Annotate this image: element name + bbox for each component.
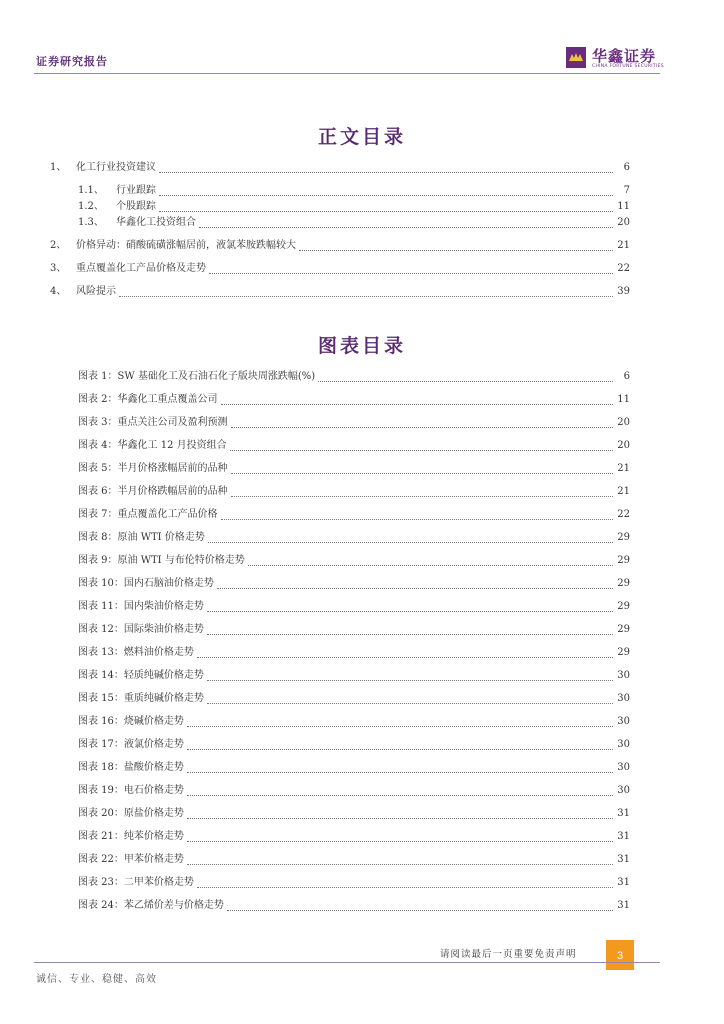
toc-leader-dots [227,910,613,911]
toc-row[interactable] [78,438,630,454]
toc-page-number: 21 [617,486,630,497]
toc-leader-dots [230,450,613,451]
toc-text: 图表 17：液氯价格走势 [78,739,184,750]
toc-page-number: 6 [623,162,630,173]
toc-row[interactable] [50,284,630,300]
toc-leader-dots [299,250,613,251]
toc-text: 图表 18：盐酸价格走势 [78,762,184,773]
toc-page-number: 29 [617,624,630,635]
toc-text: 化工行业投资建议 [76,162,156,173]
toc-row[interactable] [78,369,630,385]
toc-leader-dots [159,195,613,196]
toc-row[interactable] [78,530,630,546]
toc-row[interactable] [78,852,630,868]
toc-text: 图表 13：燃料油价格走势 [78,647,194,658]
toc-row[interactable] [78,714,630,730]
toc-row[interactable] [50,238,630,254]
toc-number: 2、 [50,240,67,251]
toc-number: 1.3、 [78,217,104,228]
toc-text: 图表 20：原盐价格走势 [78,808,184,819]
toc-row[interactable] [78,622,630,638]
toc-leader-dots [207,703,613,704]
toc-row[interactable] [78,415,630,431]
toc-leader-dots [199,227,613,228]
toc-leader-dots [119,296,613,297]
toc-leader-dots [221,519,613,520]
toc-text: 价格异动：硝酸硫磺涨幅居前，液氯苯胺跌幅较大 [76,240,296,251]
toc-row[interactable] [78,183,630,199]
toc-page-number: 7 [623,185,630,196]
toc-row[interactable] [78,645,630,661]
report-header-title: 证券研究报告 [36,55,108,68]
toc-page-number: 39 [617,286,630,297]
toc-text: 图表 22：甲苯价格走势 [78,854,184,865]
toc-row[interactable] [78,760,630,776]
toc-leader-dots [159,211,613,212]
logo-cn-text: 华鑫证券 [592,47,657,65]
toc-number: 1.1、 [78,185,104,196]
toc-leader-dots [209,273,613,274]
toc-text: 行业跟踪 [116,185,156,196]
footer-divider [34,962,660,963]
toc-text: 图表 14：轻质纯碱价格走势 [78,670,204,681]
toc-text: 图表 23：二甲苯价格走势 [78,877,194,888]
toc-text: 图表 19：电石价格走势 [78,785,184,796]
toc-leader-dots [187,726,613,727]
toc-text: 图表 16：烧碱价格走势 [78,716,184,727]
toc-text: 图表 6：半月价格跌幅居前的品种 [78,486,228,497]
toc-page-number: 29 [617,647,630,658]
toc-row[interactable] [78,691,630,707]
toc-page-number: 11 [617,201,630,212]
toc-row[interactable] [78,829,630,845]
toc-text: 华鑫化工投资组合 [116,217,196,228]
toc-page-number: 20 [617,417,630,428]
toc-page-number: 30 [617,693,630,704]
toc-page-number: 31 [617,808,630,819]
toc-row[interactable] [78,599,630,615]
toc-page-number: 29 [617,555,630,566]
toc-page-number: 29 [617,601,630,612]
toc-leader-dots [231,496,613,497]
toc-leader-dots [248,565,613,566]
toc-page-number: 20 [617,440,630,451]
toc-page-number: 22 [617,509,630,520]
toc-page-number: 29 [617,578,630,589]
main-toc-title: 正文目录 [317,126,406,148]
toc-text: 图表 4：华鑫化工 12 月投资组合 [78,440,227,451]
toc-text: 图表 12：国际柴油价格走势 [78,624,204,635]
toc-text: 图表 2：华鑫化工重点覆盖公司 [78,394,218,405]
toc-leader-dots [187,749,613,750]
toc-leader-dots [187,772,613,773]
toc-page-number: 31 [617,900,630,911]
toc-leader-dots [197,657,613,658]
toc-leader-dots [231,473,613,474]
toc-row[interactable] [78,461,630,477]
toc-row[interactable] [78,668,630,684]
toc-page-number: 30 [617,762,630,773]
logo-mark-icon [566,47,586,68]
figure-toc-title: 图表目录 [317,335,406,357]
toc-row[interactable] [78,806,630,822]
toc-row[interactable] [78,507,630,523]
toc-page-number: 30 [617,739,630,750]
toc-text: 图表 8：原油 WTI 价格走势 [78,532,205,543]
page-number-badge: 3 [606,940,634,970]
toc-text: 图表 5：半月价格涨幅居前的品种 [78,463,228,474]
toc-page-number: 31 [617,877,630,888]
toc-page-number: 30 [617,716,630,727]
footer-motto: 诚信、专业、稳健、高效 [36,974,157,985]
toc-text: 图表 15：重质纯碱价格走势 [78,693,204,704]
toc-text: 风险提示 [76,286,116,297]
toc-leader-dots [187,841,613,842]
toc-leader-dots [221,404,613,405]
toc-page-number: 21 [617,240,630,251]
toc-row[interactable] [78,199,630,215]
toc-text: 图表 24：苯乙烯价差与价格走势 [78,900,224,911]
toc-leader-dots [197,887,613,888]
toc-row[interactable] [78,783,630,799]
header-divider [34,73,660,74]
toc-row[interactable] [78,898,630,914]
toc-page-number: 20 [617,217,630,228]
toc-leader-dots [207,611,613,612]
toc-number: 1、 [50,162,67,173]
logo-en-text: CHINA FORTUNE SECURITIES [592,64,664,69]
toc-leader-dots [217,588,613,589]
toc-leader-dots [231,427,613,428]
toc-row[interactable] [78,553,630,569]
toc-page-number: 30 [617,670,630,681]
toc-page-number: 21 [617,463,630,474]
toc-text: 图表 21：纯苯价格走势 [78,831,184,842]
footer-disclaimer: 请阅读最后一页重要免责声明 [440,949,577,960]
toc-leader-dots [187,864,613,865]
toc-row[interactable] [78,215,630,231]
toc-page-number: 29 [617,532,630,543]
toc-page-number: 31 [617,854,630,865]
toc-leader-dots [208,542,613,543]
toc-number: 4、 [50,286,67,297]
toc-page-number: 31 [617,831,630,842]
toc-text: 图表 7：重点覆盖化工产品价格 [78,509,218,520]
toc-page-number: 22 [617,263,630,274]
toc-text: 图表 10：国内石脑油价格走势 [78,578,214,589]
toc-leader-dots [207,634,613,635]
toc-row[interactable] [78,576,630,592]
toc-leader-dots [159,172,613,173]
company-logo [566,47,666,73]
toc-row[interactable] [50,261,630,277]
toc-row[interactable] [78,392,630,408]
toc-leader-dots [187,795,613,796]
toc-number: 3、 [50,263,67,274]
toc-page-number: 6 [623,371,630,382]
toc-row[interactable] [78,737,630,753]
toc-leader-dots [207,680,613,681]
toc-text: 图表 3：重点关注公司及盈利预测 [78,417,228,428]
toc-text: 图表 9：原油 WTI 与布伦特价格走势 [78,555,245,566]
toc-number: 1.2、 [78,201,104,212]
toc-page-number: 11 [617,394,630,405]
toc-text: 个股跟踪 [116,201,156,212]
toc-leader-dots [318,381,613,382]
toc-row[interactable] [78,875,630,891]
toc-row[interactable] [78,484,630,500]
toc-text: 图表 11：国内柴油价格走势 [78,601,204,612]
toc-row[interactable] [50,160,630,176]
toc-leader-dots [187,818,613,819]
toc-text: 图表 1：SW 基础化工及石油石化子版块周涨跌幅(%) [78,371,316,382]
toc-page-number: 30 [617,785,630,796]
toc-text: 重点覆盖化工产品价格及走势 [76,263,206,274]
